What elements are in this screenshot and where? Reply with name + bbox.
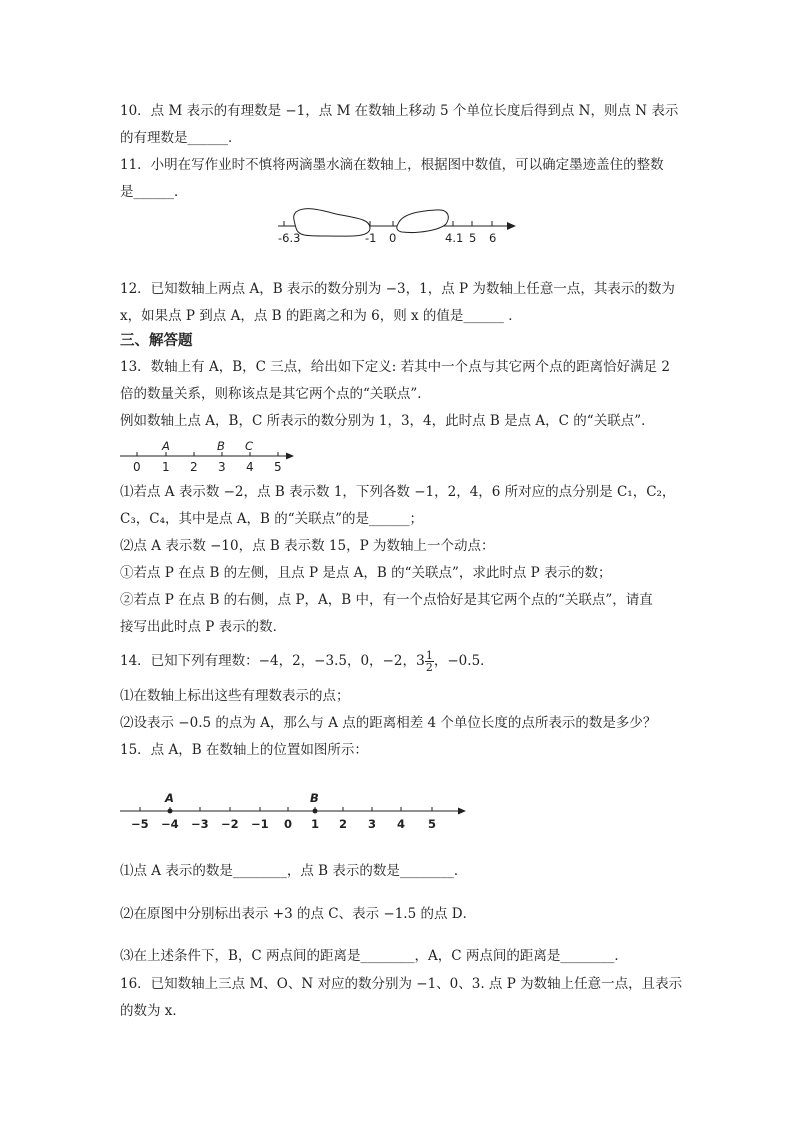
q14-fraction-denominator: 2 <box>425 661 433 674</box>
q13-line2: 倍的数量关系，则称该点是其它两个点的“关联点”． <box>120 386 431 402</box>
q14-fraction <box>425 650 434 673</box>
q13-point-label-B: B <box>217 439 225 453</box>
q15-part2: ⑵在原图中分别标出表示 +3 的点 C、表示 −1.5 的点 D． <box>120 906 477 922</box>
q15-part3: ⑶在上述条件下，B，C 两点间的距离是________，A，C 两点间的距离是________． <box>120 948 628 964</box>
q10-line1: 10．点 M 表示的有理数是 −1，点 M 在数轴上移动 5 个单位长度后得到点 N，则点 N 表示 <box>120 103 679 119</box>
q16-line2: 的数为 x． <box>120 1003 186 1019</box>
q11-label-neg6-3: -6.3 <box>278 231 301 245</box>
section-title: 三、解答题 <box>120 333 193 349</box>
q14-line1 <box>120 650 494 673</box>
q10-line2: 的有理数是______． <box>120 130 242 146</box>
q13-part2-a: ①若点 P 在点 B 的左侧，且点 P 是点 A，B 的“关联点”，求此时点 P 表示的数； <box>120 565 612 581</box>
q13-line3: 例如数轴上点 A，B，C 所表示的数分别为 1，3，4，此时点 B 是点 A，C 的“关联点”． <box>120 413 655 429</box>
q15-number-line-figure <box>120 790 470 830</box>
q15-tick-label-5: 5 <box>428 817 437 831</box>
q14-part1: ⑴在数轴上标出这些有理数表示的点； <box>120 688 350 704</box>
q14-line1-suffix: ，−0.5． <box>433 653 494 669</box>
q15-tick-label-neg3: −3 <box>191 817 209 831</box>
q13-line1: 13．数轴上有 A，B，C 三点，给出如下定义: 若其中一个点与其它两个点的距离恰好满足 2 <box>120 359 670 375</box>
q11-line2: 是______． <box>120 184 188 200</box>
q13-tick-label-4: 4 <box>246 460 254 474</box>
q15-point-label-A: A <box>165 791 174 805</box>
q15-tick-label-neg5: −5 <box>131 817 149 831</box>
q15-tick-label-4: 4 <box>397 817 406 831</box>
q15-tick-label-1: 1 <box>311 817 320 831</box>
q14-mixed-whole: 3 <box>415 653 425 669</box>
q15-tick-label-neg2: −2 <box>221 817 239 831</box>
ink-blot-left <box>294 209 370 236</box>
q11-label-6: 6 <box>489 231 497 245</box>
q16-line1: 16．已知数轴上三点 M、O、N 对应的数分别为 −1、0、3. 点 P 为数轴上任意一点，且表示 <box>120 976 683 992</box>
q15-point-B <box>313 809 318 814</box>
q13-point-label-A: A <box>162 439 170 453</box>
q13-tick-label-5: 5 <box>274 460 282 474</box>
q13-part1-line1: ⑴若点 A 表示数 −2，点 B 表示数 1，下列各数 −1，2，4，6 所对应的点分别是 C₁，C₂， <box>120 484 676 500</box>
q15-tick-label-2: 2 <box>339 817 348 831</box>
q14-fraction-numerator: 1 <box>425 649 433 662</box>
q15-tick-label-0: 0 <box>284 817 293 831</box>
q15-tick-label-neg1: −1 <box>251 817 269 831</box>
q15-tick-label-neg4: −4 <box>161 817 179 831</box>
q15-line1: 15．点 A，B 在数轴上的位置如图所示： <box>120 742 368 758</box>
q13-tick-label-1: 1 <box>162 460 170 474</box>
q13-part2-line1: ⑵点 A 表示数 −10，点 B 表示数 15，P 为数轴上一个动点： <box>120 538 495 554</box>
q11-number-line-figure <box>278 208 518 248</box>
q15-tick-label-3: 3 <box>368 817 377 831</box>
q11-label-5: 5 <box>469 231 477 245</box>
q14-part2: ⑵设表示 −0.5 的点为 A，那么与 A 点的距离相差 4 个单位长度的点所表示的数是多少？ <box>120 715 657 731</box>
q13-tick-label-2: 2 <box>190 460 198 474</box>
q11-label-neg1: -1 <box>365 231 377 245</box>
ink-blot-right <box>397 210 448 233</box>
q11-label-0: 0 <box>389 231 397 245</box>
q13-part2-b-line1: ②若点 P 在点 B 的右侧，点 P，A，B 中，有一个点恰好是其它两个点的“关联点”，请直 <box>120 592 653 608</box>
q12-line2: x，如果点 P 到点 A，点 B 的距离之和为 6，则 x 的值是______ ． <box>120 308 522 324</box>
q15-part1: ⑴点 A 表示的数是________，点 B 表示的数是________． <box>120 863 468 879</box>
q13-part2-b-line2: 接写出此时点 P 表示的数． <box>120 619 287 635</box>
q14-line1-prefix: 14．已知下列有理数：−4，2，−3.5，0，−2， <box>120 653 416 669</box>
q12-line1: 12．已知数轴上两点 A，B 表示的数分别为 −3，1，点 P 为数轴上任意一点，其表示的数为 <box>120 281 675 297</box>
q13-part1-line2: C₃，C₄，其中是点 A，B 的“关联点”的是______； <box>120 511 424 527</box>
q13-point-label-C: C <box>245 439 254 453</box>
q11-label-4-1: 4.1 <box>445 231 464 245</box>
q13-tick-label-0: 0 <box>133 460 141 474</box>
q13-tick-label-3: 3 <box>218 460 226 474</box>
q13-number-line-figure <box>120 438 295 476</box>
q11-line1: 11．小明在写作业时不慎将两滴墨水滴在数轴上，根据图中数值，可以确定墨迹盖住的整数 <box>120 157 664 173</box>
q15-point-label-B: B <box>310 791 319 805</box>
q15-point-A <box>168 809 173 814</box>
